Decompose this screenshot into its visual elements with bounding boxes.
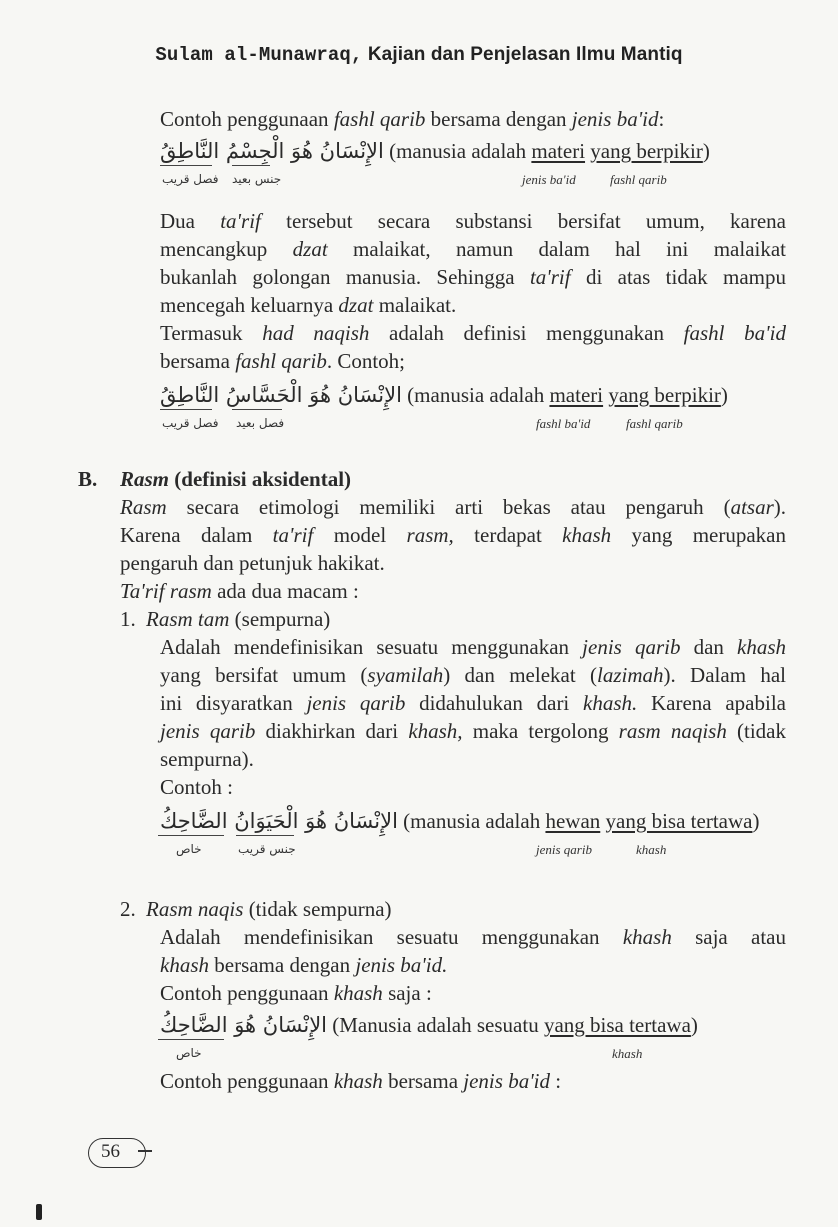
- text: (manusia adalah: [407, 383, 550, 407]
- term: ta'rif: [220, 209, 261, 233]
- latin-label: fashl ba'id: [536, 416, 591, 431]
- term: khash: [622, 925, 672, 949]
- arabic-definition: الإِنْسَانُ هُوَ الْجِسْمُ النَّاطِقُ: [160, 139, 384, 163]
- term: Rasm: [120, 495, 167, 519]
- latin-label: khash: [636, 842, 667, 857]
- text: mencegah keluarnya: [160, 293, 339, 317]
- underlined-term: materi: [549, 383, 604, 407]
- text: . Contoh;: [326, 349, 406, 373]
- text: di atas tidak mampu: [570, 265, 786, 289]
- term: jenis ba'id.: [355, 953, 448, 977]
- arabic-definition: الإِنْسَانُ هُوَ الْحَسَّاسُ النَّاطِقُ: [160, 383, 402, 407]
- underlined-term: materi: [531, 139, 586, 163]
- para1-line-5: [160, 320, 786, 346]
- page-number-tail: [138, 1150, 152, 1152]
- item-1-line-5: sempurna).: [160, 747, 254, 771]
- text: Adalah mendefinisikan sesuatu menggunakan: [160, 925, 623, 949]
- para1-line-3: [160, 264, 786, 290]
- section-b-line-1: [120, 494, 786, 520]
- arabic-label: خاص: [176, 842, 202, 856]
- underline-rule: [232, 409, 282, 410]
- text: :: [658, 107, 665, 131]
- item-1-contoh: Contoh :: [160, 775, 233, 799]
- text: ): [752, 809, 760, 833]
- text: ): [702, 139, 710, 163]
- item-1-line-3: [160, 690, 786, 716]
- para1-line-2: [160, 236, 786, 262]
- item-2-line-3: [160, 980, 432, 1006]
- underlined-term: hewan: [545, 809, 601, 833]
- term: jenis qarib: [306, 691, 406, 715]
- arabic-definition: الإِنْسَانُ هُوَ الْحَيَوَانُ الضَّاحِكُ: [160, 809, 398, 833]
- term: had naqish: [262, 321, 370, 345]
- ex1-intro: [160, 106, 664, 132]
- underlined-term: yang berpikir: [608, 383, 721, 407]
- term: jenis qarib: [582, 635, 681, 659]
- term: atsar: [730, 495, 774, 519]
- term: rasm,: [406, 523, 454, 547]
- page-number: 56: [88, 1138, 146, 1168]
- term: jenis ba'id: [463, 1069, 551, 1093]
- text: terdapat: [453, 523, 563, 547]
- term: khash.: [583, 691, 638, 715]
- text: bersama dengan: [425, 107, 572, 131]
- term: khash: [737, 635, 786, 659]
- text: tersebut secara substansi bersifat umum, karena: [260, 209, 786, 233]
- item-1-line-1: [160, 634, 786, 660]
- item-2-line-2: [160, 952, 447, 978]
- text: ): [690, 1013, 698, 1037]
- text: saja atau: [671, 925, 786, 949]
- item-1-arabic-line: [160, 808, 759, 834]
- text: :: [550, 1069, 562, 1093]
- term: khash: [333, 981, 383, 1005]
- text: dan: [680, 635, 737, 659]
- text: ).: [773, 495, 786, 519]
- text: (manusia adalah: [389, 139, 532, 163]
- arabic-label: جنس قريب: [238, 842, 296, 856]
- arabic-label: فصل بعيد: [236, 416, 285, 430]
- para1-line-6: [160, 348, 405, 374]
- arabic-definition: الإِنْسَانُ هُوَ الضَّاحِكُ: [160, 1013, 328, 1037]
- term: fashl qarib: [333, 107, 426, 131]
- text: bersama dengan: [209, 953, 356, 977]
- arabic-label: فصل قريب: [162, 172, 219, 186]
- term: khash: [333, 1069, 383, 1093]
- text: (Manusia adalah sesuatu: [332, 1013, 544, 1037]
- ex2-arabic-line: [160, 382, 728, 408]
- text: saja :: [382, 981, 432, 1005]
- text: mencangkup: [160, 237, 293, 261]
- underlined-term: yang bisa tertawa: [605, 809, 753, 833]
- para1-line-1: [160, 208, 786, 234]
- text: malaikat.: [373, 293, 457, 317]
- text: Contoh penggunaan: [160, 1069, 334, 1093]
- term: jenis qarib: [160, 719, 256, 743]
- text: ). Dalam hal: [663, 663, 787, 687]
- text: ada dua macam :: [211, 579, 359, 603]
- latin-label: jenis qarib: [536, 842, 592, 857]
- term: dzat: [292, 237, 328, 261]
- section-b-line-2: [120, 522, 786, 548]
- term: khash,: [408, 719, 463, 743]
- item-2-line-4: [160, 1068, 561, 1094]
- text: yang bersifat umum (: [160, 663, 368, 687]
- text: Termasuk: [160, 321, 263, 345]
- term: ta'rif: [529, 265, 571, 289]
- header-title-a: Sulam al-Munawraq,: [155, 44, 363, 66]
- text: malaikat, namun dalam hal ini malaikat: [327, 237, 787, 261]
- text: (manusia adalah: [403, 809, 546, 833]
- latin-label: fashl qarib: [626, 416, 683, 431]
- text: (tidak sempurna): [243, 897, 392, 921]
- text: didahulukan dari: [405, 691, 584, 715]
- text: adalah definisi menggunakan: [369, 321, 684, 345]
- term: dzat: [338, 293, 374, 317]
- underline-rule: [232, 165, 270, 166]
- item-2-number: 2.: [120, 897, 136, 921]
- text: secara etimologi memiliki arti bekas atau pengaruh (: [166, 495, 731, 519]
- term: Ta'rif rasm: [120, 579, 212, 603]
- term: khash: [562, 523, 612, 547]
- term: rasm naqish: [618, 719, 727, 743]
- ex1-arabic-line: [160, 138, 710, 164]
- text: Karena dalam: [120, 523, 273, 547]
- latin-label: jenis ba'id: [522, 172, 576, 187]
- item-1-line-2: [160, 662, 786, 688]
- underline-rule: [158, 835, 224, 836]
- underline-rule: [160, 165, 212, 166]
- latin-label: fashl qarib: [610, 172, 667, 187]
- section-b-line-4: [120, 578, 359, 604]
- header-title-b: Kajian dan Penjelasan Ilmu Mantiq: [362, 44, 683, 65]
- arabic-label: خاص: [176, 1046, 202, 1060]
- item-1-line-4: [160, 718, 786, 744]
- text: (sempurna): [229, 607, 331, 631]
- heading-term: Rasm: [120, 467, 170, 491]
- text: yang merupakan: [611, 523, 786, 547]
- item-1-number: 1.: [120, 607, 136, 631]
- underline-rule: [158, 1039, 224, 1040]
- term: Rasm tam: [146, 607, 230, 631]
- text: model: [313, 523, 407, 547]
- running-header: [0, 44, 838, 66]
- term: Rasm naqis: [146, 897, 244, 921]
- text: bersama: [160, 349, 236, 373]
- text: bukanlah golongan manusia. Sehingga: [160, 265, 530, 289]
- term: syamilah: [367, 663, 444, 687]
- text: ini disyaratkan: [160, 691, 307, 715]
- text: ) dan melekat (: [443, 663, 597, 687]
- text: Adalah mendefinisikan sesuatu menggunakan: [160, 635, 583, 659]
- term: fashl ba'id: [683, 321, 786, 345]
- arabic-label: جنس بعيد: [232, 172, 282, 186]
- term: fashl qarib: [235, 349, 327, 373]
- section-b-title: [120, 466, 351, 492]
- text: Contoh penggunaan: [160, 107, 334, 131]
- term: lazimah: [596, 663, 664, 687]
- text: Contoh penggunaan: [160, 981, 334, 1005]
- heading-text: (definisi aksidental): [169, 467, 352, 491]
- para1-line-4: [160, 292, 456, 318]
- text: maka tergolong: [462, 719, 619, 743]
- term: jenis ba'id: [571, 107, 659, 131]
- underlined-term: yang berpikir: [590, 139, 703, 163]
- text: Karena apabila: [637, 691, 786, 715]
- section-number: B.: [78, 467, 98, 491]
- item-2-title: [146, 896, 392, 922]
- latin-label: khash: [612, 1046, 643, 1061]
- term: ta'rif: [272, 523, 314, 547]
- item-2-line-1: [160, 924, 786, 950]
- arabic-label: فصل قريب: [162, 416, 219, 430]
- scan-speck: [36, 1204, 42, 1220]
- underline-rule: [160, 409, 212, 410]
- underline-rule: [236, 835, 294, 836]
- item-2-arabic-line: [160, 1012, 698, 1038]
- underlined-term: yang bisa tertawa: [543, 1013, 691, 1037]
- item-1-title: [146, 606, 330, 632]
- text: (tidak: [726, 719, 786, 743]
- section-b-line-3: pengaruh dan petunjuk hakikat.: [120, 551, 385, 575]
- text: ): [720, 383, 728, 407]
- text: bersama: [382, 1069, 464, 1093]
- text: Dua: [160, 209, 221, 233]
- term: khash: [160, 953, 209, 977]
- text: diakhirkan dari: [255, 719, 409, 743]
- section-b-marker: [78, 466, 97, 492]
